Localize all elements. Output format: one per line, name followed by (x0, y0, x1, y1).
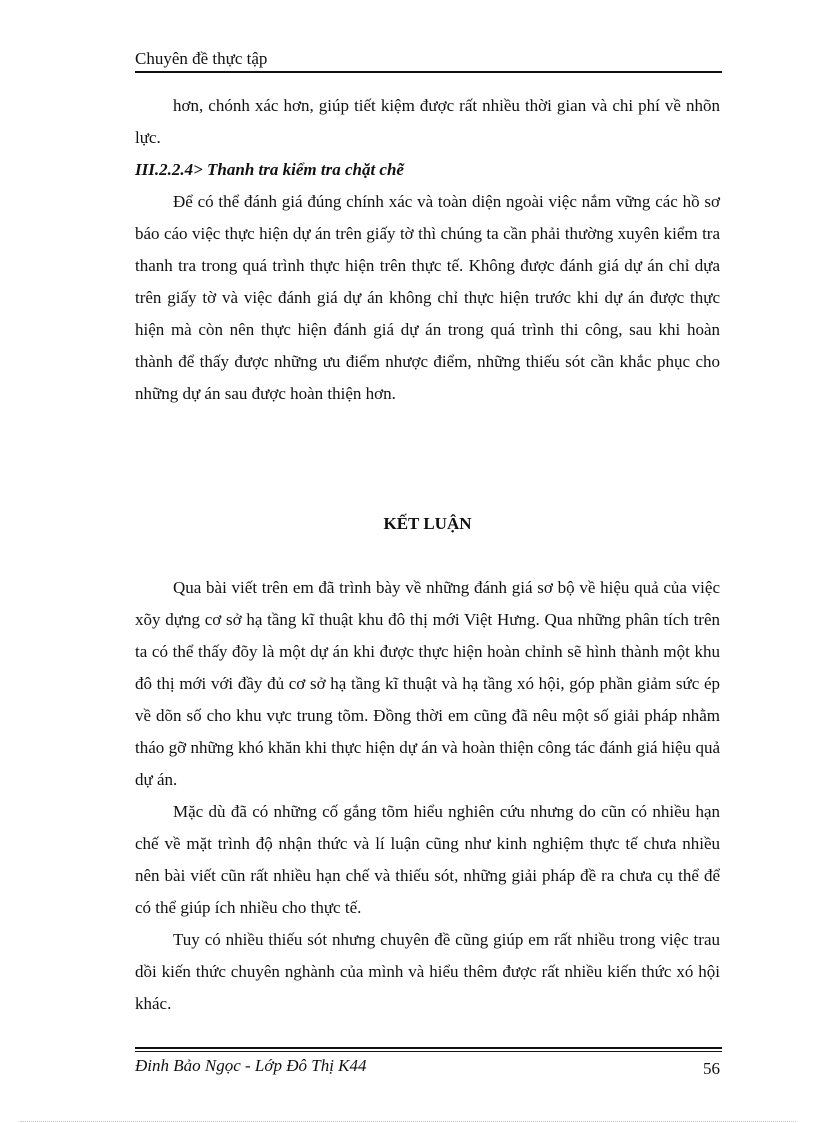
page-edge (20, 1121, 796, 1122)
footer-author: Đinh Bảo Ngọc - Lớp Đô Thị K44 (135, 1056, 367, 1075)
conclusion-body (135, 572, 720, 1020)
body-text (135, 90, 720, 410)
section-paragraph: Để có thể đánh giá đúng chính xác và toàn diện ngoài việc nắm vững các hồ sơ báo cáo việc thực hiện dự án trên giấy tờ thì chúng ta cần phải thường xuyên kiểm tra thanh tra trong quá trình thực hiện trên thực tế. Không được đánh giá dự án chỉ dựa trên giấy tờ và việc đánh giá dự án không chỉ thực hiện trước khi dự án được thực hiện mà còn nên thực hiện đánh giá dự án trong quá trình thi công, sau khi hoàn thành để thấy được những ưu điểm nhược điểm, những thiếu sót cần khắc phục cho những dự án sau được hoàn thiện hơn. (135, 192, 720, 403)
section-heading: III.2.2.4> Thanh tra kiểm tra chặt chẽ (135, 160, 404, 179)
header-divider (135, 71, 722, 73)
conclusion-title: KẾT LUẬN (383, 514, 472, 533)
conclusion-paragraph: Qua bài viết trên em đã trình bày về những đánh giá sơ bộ về hiệu quả của việc xõy dựng cơ sở hạ tầng kĩ thuật khu đô thị mới Việt Hưng. Qua những phân tích trên ta có thể thấy đõy là một dự án khi được thực hiện hoàn chỉnh sẽ hình thành một khu đô thị mới với đầy đủ cơ sở hạ tầng kĩ thuật và hạ tầng xó hội, góp phần giảm sức ép về dõn số cho khu vực trung tõm. Đồng thời em cũng đã nêu một số giải pháp nhằm tháo gỡ những khó khăn khi thực hiện dự án và hoàn thiện công tác đánh giá hiệu quả dự án. (135, 578, 720, 789)
intro-paragraph: hơn, chónh xác hơn, giúp tiết kiệm được rất nhiều thời gian và chi phí về nhõn lực. (135, 96, 720, 147)
footer-divider-thick (135, 1047, 722, 1049)
footer-divider-thin (135, 1051, 722, 1052)
conclusion-paragraph: Mặc dù đã có những cố gắng tõm hiểu nghiên cứu nhưng do cũn có nhiều hạn chế về mặt trình độ nhận thức và lí luận cũng như kinh nghiệm thực tế chưa nhiều nên bài viết cũn rất nhiều hạn chế và thiếu sót, những giải pháp đề ra chưa cụ thể để có thể giúp ích nhiều cho thực tế. (135, 802, 720, 917)
running-header: Chuyên đề thực tập (135, 49, 268, 68)
page-number: 56 (703, 1059, 720, 1078)
conclusion-paragraph: Tuy có nhiều thiếu sót nhưng chuyên đề cũng giúp em rất nhiều trong việc trau dồi kiến thức chuyên nghành của mình và hiểu thêm được rất nhiều kiến thức xó hội khác. (135, 930, 720, 1013)
